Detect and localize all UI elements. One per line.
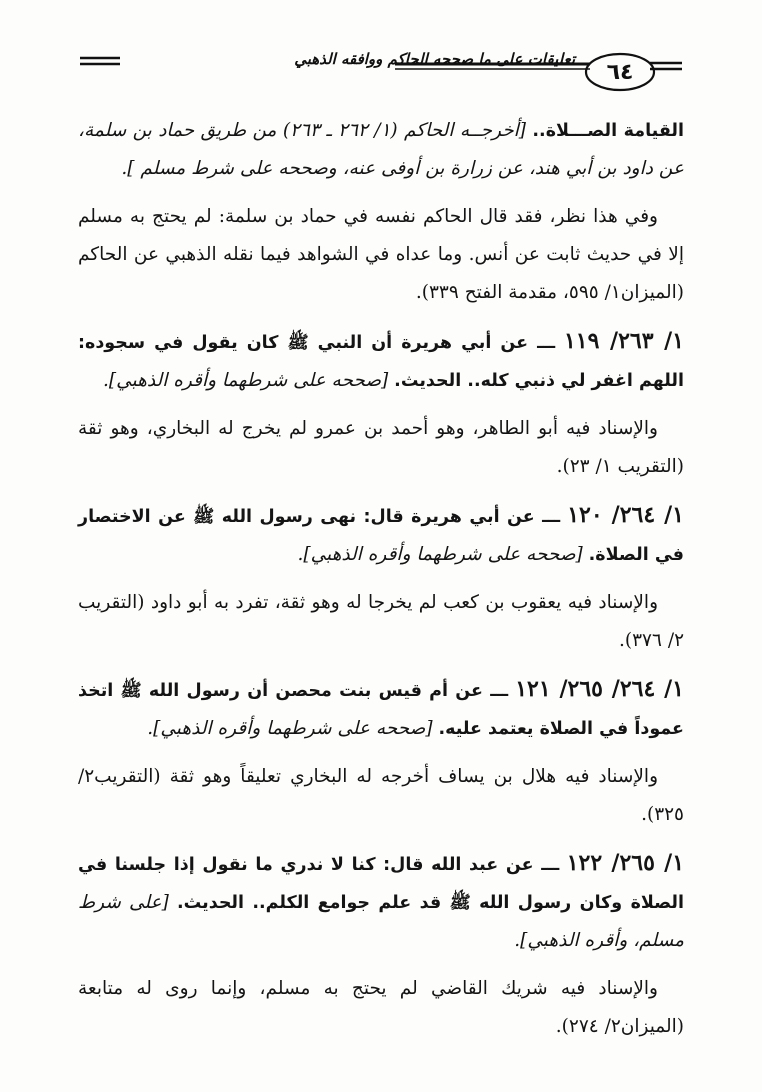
hadith-text: ـــ عن أبي هريرة أن النبي ﷺ كان يقول في سجوده: اللهم اغفر لي ذنبي كله.. الحديث.	[78, 333, 684, 391]
page-number: ٦٤	[606, 60, 634, 85]
commentary-paragraph: والإسناد فيه شريك القاضي لم يحتج به مسلم، وإنما روى له متابعة (الميزان٢/ ٢٧٤).	[78, 978, 684, 1037]
hadith-reference-number: ١/ ٢٦٤/ ١٢٠	[567, 502, 684, 528]
commentary-paragraph: وفي هذا نظر، فقد قال الحاكم نفسه في حماد بن سلمة: لم يحتج به مسلم إلا في حديث ثابت عن أنس. وما عداه في الشواهد فيما نقله الذهبي عن الحاكم (الميزان١/ ٥٩٥، مقدمة الفتح ٣٣٩).	[78, 206, 684, 303]
hadith-text: القيامة الصـــلاة..	[532, 121, 684, 141]
note-text: [أخرجــه الحاكم (١/ ٢٦٢ ـ ٢٦٣) من طريق حماد بن سلمة، عن داود بن أبي هند، عن زرارة بن أوفى عنه، وصححه على شرط مسلم ].	[78, 120, 684, 179]
commentary-paragraph: والإسناد فيه هلال بن يساف أخرجه له البخاري تعليقاً وهو ثقة (التقريب٢/ ٣٢٥).	[78, 766, 684, 825]
hadith-entry	[78, 844, 684, 960]
hadith-verdict: [صححه على شرطهما وأقره الذهبي].	[297, 544, 583, 565]
page-body	[78, 112, 684, 1056]
paragraph-continuation	[78, 112, 684, 188]
hadith-reference-number: ١/ ٢٦٥/ ١٢٢	[566, 850, 685, 876]
hadith-text: ـــ عن أم قيس بنت محصن أن رسول الله ﷺ اتخذ عموداً في الصلاة يعتمد عليه.	[78, 681, 684, 739]
hadith-entry	[78, 322, 684, 400]
hadith-reference-number: ١/ ٢٦٣/ ١١٩	[563, 328, 684, 354]
hadith-verdict: [على شرط مسلم، وأقره الذهبي].	[78, 892, 684, 951]
commentary-paragraph: والإسناد فيه أبو الطاهر، وهو أحمد بن عمرو لم يخرج له البخاري، وهو ثقة (التقريب ١/ ٢٣).	[78, 418, 684, 477]
running-header	[0, 38, 762, 98]
header-title: تعليقات على ما صححه الحاكم ووافقه الذهبي	[294, 50, 575, 68]
hadith-verdict: [صححه على شرطهما وأقره الذهبي].	[102, 370, 389, 391]
hadith-text: ـــ عن عبد الله قال: كنا لا ندري ما نقول إذا جلسنا في الصلاة وكان رسول الله ﷺ قد علم جوامع الكلم.. الحديث.	[78, 855, 685, 913]
hadith-entry	[78, 496, 684, 574]
hadith-entry	[78, 670, 684, 748]
hadith-reference-number: ١/ ٢٦٤/ ٢٦٥/ ١٢١	[515, 676, 684, 702]
commentary-paragraph: والإسناد فيه يعقوب بن كعب لم يخرجا له وهو ثقة، تفرد به أبو داود (التقريب ٢/ ٣٧٦).	[78, 592, 684, 651]
hadith-text: ـــ عن أبي هريرة قال: نهى رسول الله ﷺ عن الاختصار في الصلاة.	[78, 507, 684, 565]
hadith-verdict: [صححه على شرطهما وأقره الذهبي].	[147, 718, 433, 739]
